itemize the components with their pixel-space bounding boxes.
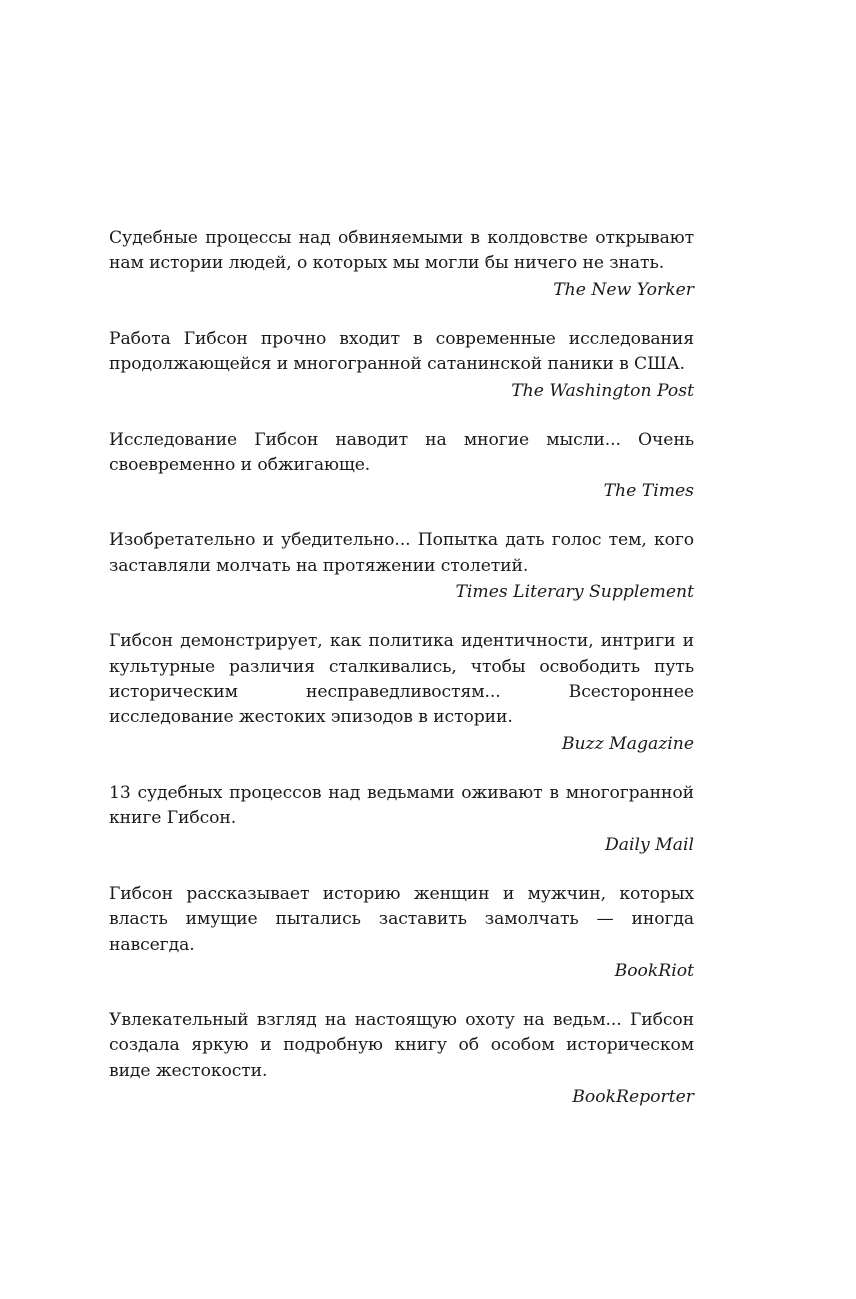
review-washington-post	[109, 327, 694, 404]
review-quote: 13 судебных процессов над ведьмами оживают в многогранной книге Гибсон.	[109, 782, 694, 829]
review-source: BookRiot	[614, 960, 694, 981]
review-new-yorker	[109, 226, 694, 303]
review-source: Buzz Magazine	[561, 733, 694, 754]
review-buzz-magazine	[109, 629, 694, 757]
review-quote: Гибсон демонстрирует, как политика идентичности, интриги и культурные различия сталкивались, чтобы освободить путь историческим несправедливостям... Всестороннее исследование жестоких эпизодов в истории.	[109, 631, 694, 728]
review-source: BookReporter	[572, 1087, 694, 1108]
review-daily-mail	[109, 781, 694, 858]
review-source: The Times	[603, 481, 694, 502]
review-quote: Увлекательный взгляд на настоящую охоту на ведьм... Гибсон создала яркую и подробную книгу об особом историческом виде жестокости.	[109, 1009, 694, 1081]
review-quote: Изобретательно и убедительно... Попытка дать голос тем, кого заставляли молчать на протяжении столетий.	[109, 530, 694, 576]
review-quote: Работа Гибсон прочно входит в современные исследования продолжающейся и многогранной сатанинской паники в США.	[109, 328, 694, 375]
review-bookriot	[109, 882, 694, 984]
review-source: The New Yorker	[553, 279, 694, 300]
review-quote: Гибсон рассказывает историю женщин и мужчин, которых власть имущие пытались заставить замолчать — иногда навсегда.	[109, 883, 694, 955]
review-quote: Исследование Гибсон наводит на многие мысли... Очень своевременно и обжигающе.	[109, 429, 694, 476]
review-bookreporter	[109, 1008, 694, 1110]
review-quote: Судебные процессы над обвиняемыми в колдовстве открывают нам истории людей, о которых мы могли бы ничего не знать.	[109, 228, 694, 274]
review-source: Times Literary Supplement	[455, 582, 694, 603]
review-times	[109, 428, 694, 505]
review-source: Daily Mail	[604, 834, 694, 855]
praise-page	[109, 226, 694, 1134]
review-source: The Washington Post	[511, 380, 694, 401]
review-tls	[109, 528, 694, 605]
